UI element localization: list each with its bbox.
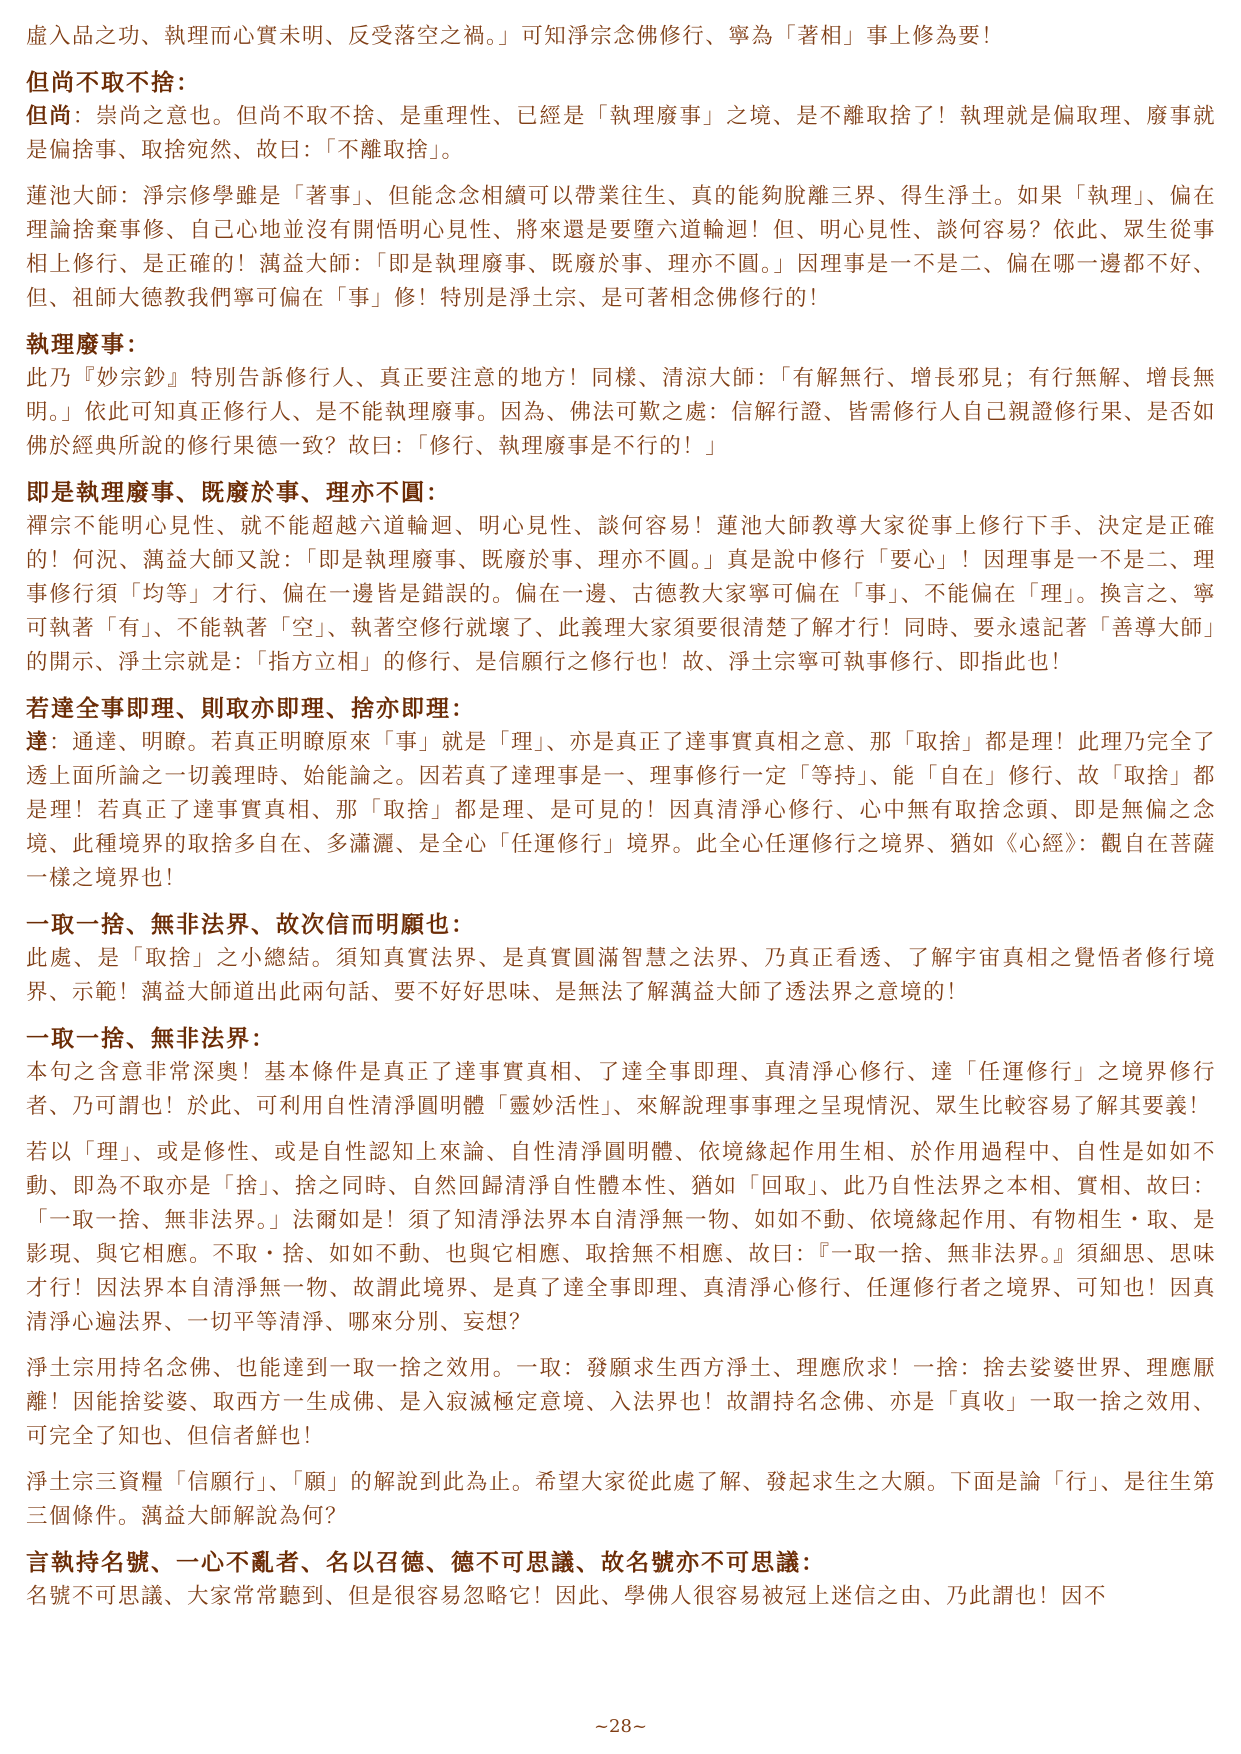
section-heading-2: 執理廢事： (26, 331, 151, 358)
paragraph-3: 此乃『妙宗鈔』特別告訴修行人、真正要注意的地方！同樣、清涼大師：「有解無行、增長邪見；有行無解、增長無明。」依此可知真正修行人、是不能執理廢事。因為、佛法可歎之處：信解行證、皆需修行人自己親證修行果、是否如佛於經典所說的修行果德一致？故曰：「修行、執理廢事是不行的！」 (26, 366, 1216, 459)
paragraph-1 (26, 100, 1216, 168)
paragraph-4: 禪宗不能明心見性、就不能超越六道輪迴、明心見性、談何容易！蓮池大師教導大家從事上修行下手、決定是正確的！何況、蕅益大師又說：「即是執理廢事、既廢於事、理亦不圓。」真是說中修行「要心」！因理事是一不是二、理事修行須「均等」才行、偏在一邊皆是錯誤的。偏在一邊、古德教大家寧可偏在「事」、不能偏在「理」。換言之、寧可執著「有」、不能執著「空」、執著空修行就壞了、此義理大家須要很清楚了解才行！同時、要永遠記著「善導大師」的開示、淨土宗就是：「指方立相」的修行、是信願行之修行也！故、淨土宗寧可執事修行、即指此也！ (26, 514, 1216, 675)
paragraph-5 (26, 726, 1216, 896)
term-label: 達 (26, 730, 50, 755)
paragraph-6: 此處、是「取捨」之小總結。須知真實法界、是真實圓滿智慧之法界、乃真正看透、了解宇宙真相之覺悟者修行境界、示範！蕅益大師道出此兩句話、要不好好思味、是無法了解蕅益大師了透法界之意境的！ (26, 946, 1216, 1005)
section-heading-6: 一取一捨、無非法界： (26, 1025, 276, 1052)
intro-paragraph: 虛入品之功、執理而心實未明、反受落空之禍。」可知淨宗念佛修行、寧為「著相」事上修為要！ (26, 24, 1005, 49)
section-heading-7: 言執持名號、一心不亂者、名以召德、德不可思議、故名號亦不可思議： (26, 1549, 826, 1576)
paragraph-9: 淨土宗用持名念佛、也能達到一取一捨之效用。一取：發願求生西方淨土、理應欣求！一捨：捨去娑婆世界、理應厭離！因能捨娑婆、取西方一生成佛、是入寂滅極定意境、入法界也！故謂持名念佛、亦是「真收」一取一捨之效用、可完全了知也、但信者鮮也！ (26, 1356, 1216, 1449)
section-heading-1: 但尚不取不捨： (26, 69, 201, 96)
section-heading-3: 即是執理廢事、既廢於事、理亦不圓： (26, 479, 451, 506)
paragraph-7: 本句之含意非常深奧！基本條件是真正了達事實真相、了達全事即理、真清淨心修行、達「任運修行」之境界修行者、乃可謂也！於此、可利用自性清淨圓明體「靈妙活性」、來解說理事事理之呈現情況、眾生比較容易了解其要義！ (26, 1060, 1216, 1119)
paragraph-text: ：通達、明瞭。若真正明瞭原來「事」就是「理」、亦是真正了達事實真相之意、那「取捨」都是理！此理乃完全了透上面所論之一切義理時、始能論之。因若真了達理事是一、理事修行一定「等持」、能「自在」修行、故「取捨」都是理！若真正了達事實真相、那「取捨」都是理、是可見的！因真清淨心修行、心中無有取捨念頭、即是無偏之念境、此種境界的取捨多自在、多瀟灑、是全心「任運修行」境界。此全心任運修行之境界、猶如《心經》：觀自在菩薩一樣之境界也！ (26, 730, 1216, 891)
paragraph-10: 淨土宗三資糧「信願行」、「願」的解說到此為止。希望大家從此處了解、發起求生之大願。下面是論「行」、是往生第三個條件。蕅益大師解說為何？ (26, 1470, 1216, 1529)
paragraph-text: ：崇尚之意也。但尚不取不捨、是重理性、已經是「執理廢事」之境、是不離取捨了！執理就是偏取理、廢事就是偏捨事、取捨宛然、故曰：「不離取捨」。 (26, 104, 1216, 163)
page-number: ~28~ (593, 1716, 648, 1737)
section-heading-5: 一取一捨、無非法界、故次信而明願也： (26, 911, 476, 938)
paragraph-11: 名號不可思議、大家常常聽到、但是很容易忽略它！因此、學佛人很容易被冠上迷信之由、乃此謂也！因不 (26, 1584, 1108, 1609)
section-heading-4: 若達全事即理、則取亦即理、捨亦即理： (26, 695, 476, 722)
paragraph-8: 若以「理」、或是修性、或是自性認知上來論、自性清淨圓明體、依境緣起作用生相、於作用過程中、自性是如如不動、即為不取亦是「捨」、捨之同時、自然回歸清淨自性體本性、猶如「回取」、此乃自性法界之本相、實相、故曰：「一取一捨、無非法界。」法爾如是！須了知清淨法界本自清淨無一物、如如不動、依境緣起作用、有物相生・取、是影現、與它相應。不取・捨、如如不動、也與它相應、取捨無不相應、故曰：『一取一捨、無非法界。』須細思、思味才行！因法界本自清淨無一物、故謂此境界、是真了達全事即理、真清淨心修行、任運修行者之境界、可知也！因真清淨心遍法界、一切平等清淨、哪來分別、妄想？ (26, 1140, 1216, 1335)
term-label: 但尚 (26, 104, 73, 129)
paragraph-2: 蓮池大師：淨宗修學雖是「著事」、但能念念相續可以帶業往生、真的能夠脫離三界、得生淨土。如果「執理」、偏在理論捨棄事修、自己心地並沒有開悟明心見性、將來還是要墮六道輪迴！但、明心見性、談何容易？依此、眾生從事相上修行、是正確的！蕅益大師：「即是執理廢事、既廢於事、理亦不圓。」因理事是一不是二、偏在哪一邊都不好、但、祖師大德教我們寧可偏在「事」修！特別是淨土宗、是可著相念佛修行的！ (26, 184, 1216, 311)
document-body (26, 20, 1216, 1626)
